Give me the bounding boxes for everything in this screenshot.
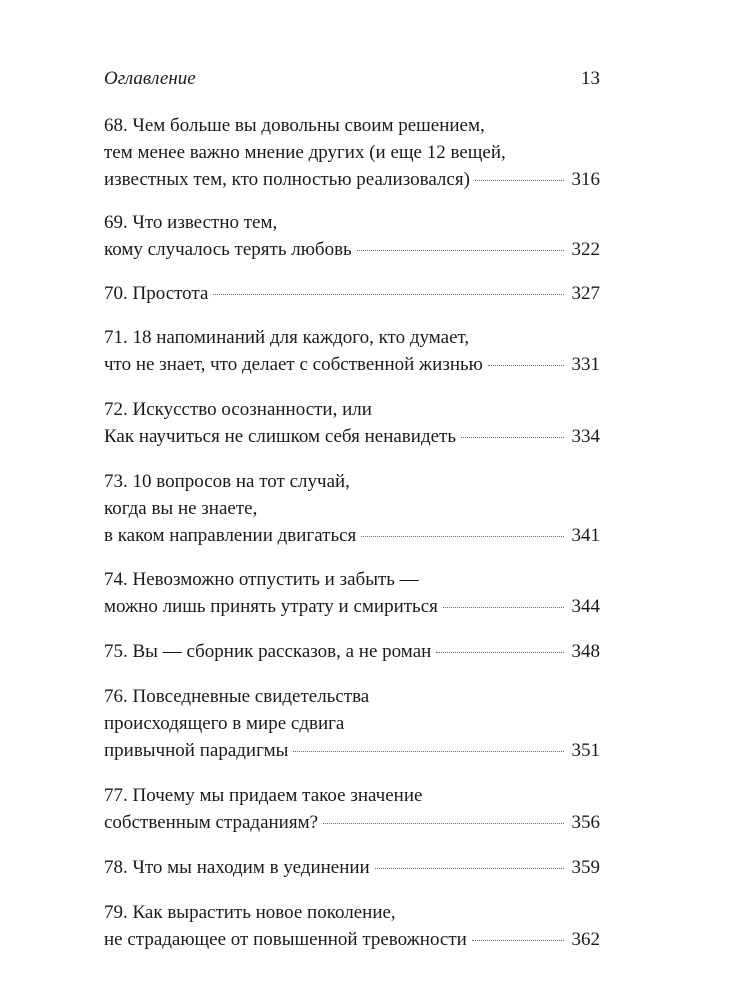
toc-entry-title: в каком направлении двигаться: [104, 525, 357, 546]
toc-entry-page: 356: [571, 812, 600, 833]
toc-entry-page: 348: [571, 641, 600, 662]
toc-entry-line: тем менее важно мнение других (и еще 12 вещей,: [104, 142, 506, 163]
toc-entry-78[interactable]: [104, 854, 600, 881]
section-title: Оглавление: [104, 68, 196, 89]
toc-entry-72[interactable]: [104, 396, 600, 450]
toc-entry-title: что не знает, что делает с собственной жизнью: [104, 354, 483, 375]
toc-entry-74[interactable]: [104, 566, 600, 620]
toc-entry-page: 351: [571, 740, 600, 761]
toc-entry-line: 73. 10 вопросов на тот случай,: [104, 471, 350, 492]
dot-leader: [375, 868, 564, 869]
toc-entry-line: 74. Невозможно отпустить и забыть —: [104, 569, 419, 590]
toc-entry-title: 75. Вы — сборник рассказов, а не роман: [104, 641, 432, 662]
toc-entry-title: 78. Что мы находим в уединении: [104, 857, 370, 878]
toc-entry-page: 331: [571, 354, 600, 375]
toc-entry-line: 76. Повседневные свидетельства: [104, 686, 370, 707]
toc-entry-76[interactable]: [104, 683, 600, 764]
toc-entry-page: 344: [571, 596, 600, 617]
dot-leader: [443, 607, 564, 608]
toc-entry-page: 341: [571, 525, 600, 546]
dot-leader: [475, 180, 564, 181]
toc-entry-title: можно лишь принять утрату и смириться: [104, 596, 438, 617]
toc-entry-title: 70. Простота: [104, 283, 209, 304]
toc-entry-line: 71. 18 напоминаний для каждого, кто думает,: [104, 327, 470, 348]
dot-leader: [323, 823, 563, 824]
toc-entry-line: 68. Чем больше вы довольны своим решением,: [104, 115, 485, 136]
toc-entry-page: 316: [571, 169, 600, 190]
dot-leader: [461, 437, 563, 438]
toc-entry-page: 327: [571, 283, 600, 304]
toc-entry-title: собственным страданиям?: [104, 812, 319, 833]
toc-entry-title: Как научиться не слишком себя ненавидеть: [104, 426, 457, 447]
toc-entry-68[interactable]: [104, 112, 600, 193]
dot-leader: [436, 652, 563, 653]
toc-entry-69[interactable]: [104, 209, 600, 263]
toc-entry-77[interactable]: [104, 782, 600, 836]
toc-entry-line: происходящего в мире сдвига: [104, 713, 345, 734]
toc-entry-title: кому случалось терять любовь: [104, 239, 352, 260]
toc-entry-line: 77. Почему мы придаем такое значение: [104, 785, 423, 806]
toc-entry-line: 79. Как вырастить новое поколение,: [104, 902, 396, 923]
toc-entry-page: 334: [571, 426, 600, 447]
toc-entry-line: когда вы не знаете,: [104, 498, 258, 519]
dot-leader: [293, 751, 563, 752]
toc-entry-title: привычной парадигмы: [104, 740, 289, 761]
toc-entry-page: 362: [571, 929, 600, 950]
toc-entry-title: не страдающее от повышенной тревожности: [104, 929, 467, 950]
toc-entry-79[interactable]: [104, 899, 600, 953]
toc-entry-73[interactable]: [104, 468, 600, 549]
toc-entry-75[interactable]: [104, 638, 600, 665]
toc-entry-page: 359: [571, 857, 600, 878]
toc-entry-page: 322: [571, 239, 600, 260]
dot-leader: [472, 940, 564, 941]
page-number: 13: [581, 68, 600, 89]
toc-entry-line: 69. Что известно тем,: [104, 212, 278, 233]
dot-leader: [357, 250, 564, 251]
toc-entry-title: известных тем, кто полностью реализовался): [104, 169, 470, 190]
running-header: [104, 68, 600, 92]
toc-entry-71[interactable]: [104, 324, 600, 378]
dot-leader: [488, 365, 564, 366]
dot-leader: [213, 294, 563, 295]
dot-leader: [361, 536, 563, 537]
toc-entry-line: 72. Искусство осознанности, или: [104, 399, 372, 420]
toc-entry-70[interactable]: [104, 280, 600, 307]
